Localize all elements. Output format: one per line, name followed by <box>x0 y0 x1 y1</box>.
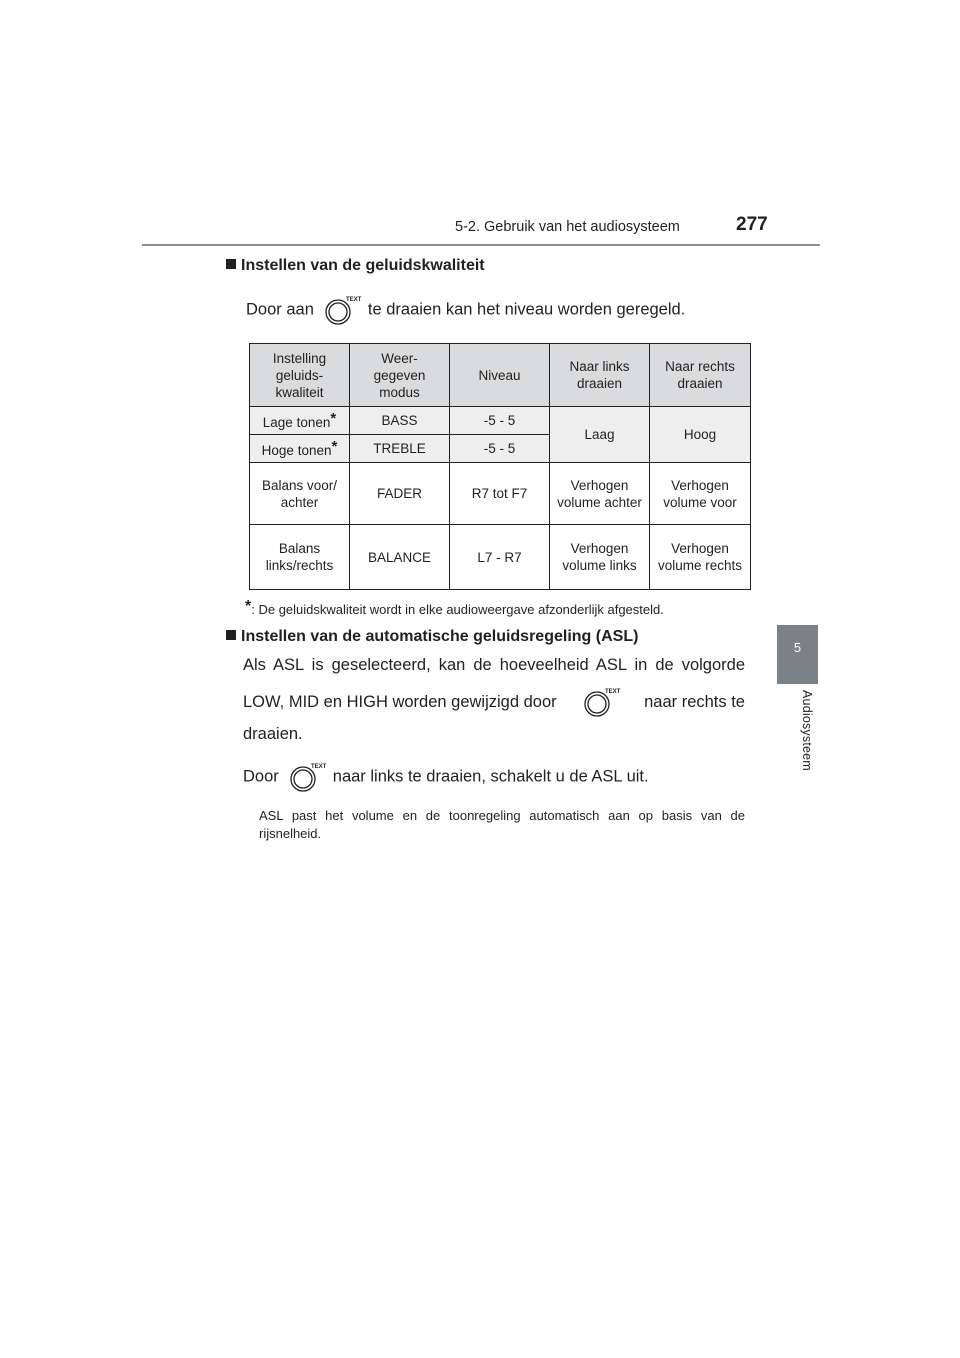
svg-text:TEXT: TEXT <box>605 689 621 695</box>
column-header: Naar links draaien <box>550 344 650 407</box>
table-row <box>250 525 751 590</box>
column-header: Naar rechts draaien <box>650 344 751 407</box>
column-header: Niveau <box>450 344 550 407</box>
asl-text-before: LOW, MID en HIGH worden gewijzigd door <box>243 692 557 711</box>
instruction-text-before: Door aan <box>246 300 314 319</box>
svg-text:TEXT: TEXT <box>310 764 327 770</box>
section-heading-asl <box>226 628 638 646</box>
asl-off-text-before: Door <box>243 767 279 786</box>
table-cell-right: Verhogen volume rechts <box>650 525 751 590</box>
table-header-row <box>250 344 751 407</box>
section-header: 5-2. Gebruik van het audiosysteem <box>455 219 680 235</box>
asl-note: ASL past het volume en de toonregeling automatisch aan op basis van de rijsnelheid. <box>259 808 745 841</box>
asl-paragraph-line3: draaien. <box>243 725 303 743</box>
table-row <box>250 463 751 525</box>
table-cell-level: R7 tot F7 <box>450 463 550 525</box>
table-cell-mode: FADER <box>350 463 450 525</box>
header-divider <box>142 244 820 246</box>
section-heading-sound-quality <box>226 257 485 275</box>
table-cell-left: Laag <box>550 407 650 463</box>
table-cell-left: Verhogen volume achter <box>550 463 650 525</box>
asl-paragraph-line2 <box>243 687 745 717</box>
asl-text-after: naar rechts te <box>644 692 745 711</box>
table-footnote <box>245 598 664 617</box>
heading-text: Instellen van de geluidskwaliteit <box>241 257 485 274</box>
table-cell-right: Hoog <box>650 407 751 463</box>
table-cell-right: Verhogen volume voor <box>650 463 751 525</box>
sound-quality-instruction <box>246 295 685 325</box>
sound-settings-table <box>249 343 751 590</box>
asl-off-instruction <box>243 762 649 792</box>
table-cell-level: -5 - 5 <box>450 407 550 435</box>
table-cell-mode: BALANCE <box>350 525 450 590</box>
table-cell-level: L7 - R7 <box>450 525 550 590</box>
tune-knob-icon <box>324 295 362 325</box>
table-cell-level: -5 - 5 <box>450 435 550 463</box>
instruction-text-after: te draaien kan het niveau worden geregeld. <box>367 300 686 319</box>
chapter-tab-label: Audiosysteem <box>800 690 814 771</box>
table-cell-setting: Hoge tonen* <box>250 435 350 463</box>
table-cell-setting: Balans voor/ achter <box>250 463 350 525</box>
tune-knob-icon <box>289 762 327 792</box>
table-cell-setting: Lage tonen* <box>250 407 350 435</box>
column-header: Instelling geluids- kwaliteit <box>250 344 350 407</box>
table-cell-mode: TREBLE <box>350 435 450 463</box>
square-bullet-icon <box>226 259 236 269</box>
column-header: Weer- gegeven modus <box>350 344 450 407</box>
table-cell-setting: Balans links/rechts <box>250 525 350 590</box>
chapter-tab-number: 5 <box>793 640 802 655</box>
table-cell-mode: BASS <box>350 407 450 435</box>
square-bullet-icon <box>226 630 236 640</box>
heading-text: Instellen van de automatische geluidsregeling (ASL) <box>241 628 639 645</box>
footnote-text: : De geluidskwaliteit wordt in elke audioweergave afzonderlijk afgesteld. <box>251 602 664 617</box>
page-number: 277 <box>736 214 768 235</box>
footnote-marker: * <box>245 598 252 615</box>
table-row <box>250 407 751 435</box>
tune-knob-icon <box>583 687 621 717</box>
table-cell-left: Verhogen volume links <box>550 525 650 590</box>
svg-text:TEXT: TEXT <box>345 297 362 303</box>
asl-off-text-after: naar links te draaien, schakelt u de ASL uit. <box>332 767 649 786</box>
asl-paragraph-line1: Als ASL is geselecteerd, kan de hoeveelheid ASL in de volgorde <box>243 656 745 674</box>
